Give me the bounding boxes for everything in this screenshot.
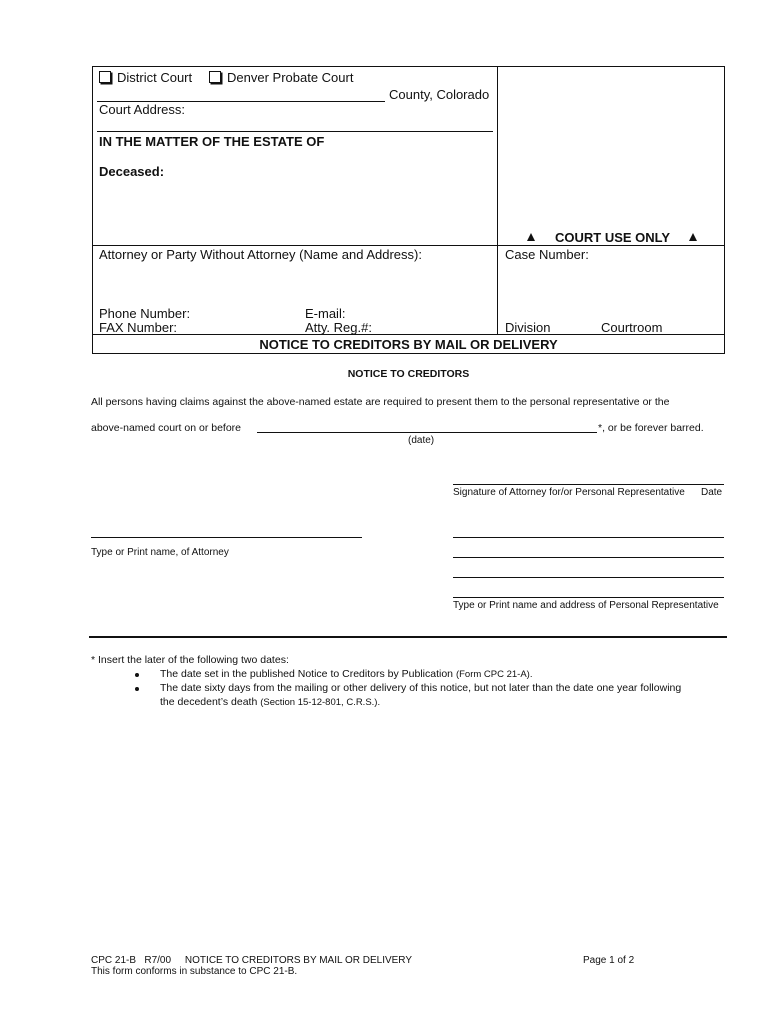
section-divider — [89, 636, 727, 638]
note-item-2-ref: (Section 15-12-801, C.R.S.). — [260, 697, 381, 708]
rep-address-line-3[interactable] — [453, 577, 724, 578]
bullet-icon — [135, 673, 139, 677]
attorney-name-label: Type or Print name, of Attorney — [91, 547, 229, 558]
notice-paragraph-line2-end: *, or be forever barred. — [598, 422, 704, 434]
rep-name-label: Type or Print name and address of Personal Representative — [453, 600, 719, 611]
caption-divider-middle — [92, 245, 725, 246]
signature-label: Signature of Attorney for/or Personal Representative — [453, 487, 685, 498]
signature-date-label: Date — [701, 487, 723, 498]
district-court-option[interactable] — [99, 70, 192, 85]
denver-probate-label: Denver Probate Court — [227, 70, 354, 85]
matter-top-line — [97, 131, 493, 132]
court-use-only-label: COURT USE ONLY — [555, 230, 671, 245]
footer-conform-note: This form conforms in substance to CPC 21-B. — [91, 966, 298, 977]
matter-heading: IN THE MATTER OF THE ESTATE OF — [99, 134, 325, 149]
rep-address-line-4[interactable] — [453, 597, 724, 598]
footer-page-number: Page 1 of 2 — [583, 955, 635, 966]
case-number-label: Case Number: — [505, 247, 589, 262]
fax-label: FAX Number: — [99, 320, 178, 335]
caption-divider-vertical — [497, 66, 498, 334]
note-item-2-text: the decedent’s death — [160, 696, 258, 708]
caption-border-bottom — [92, 353, 725, 354]
signature-line[interactable] — [453, 484, 724, 485]
form-title: NOTICE TO CREDITORS BY MAIL OR DELIVERY — [259, 337, 558, 352]
date-label: (date) — [408, 435, 435, 446]
note-item-2-line1: The date sixty days from the mailing or other delivery of this notice, but not later than the date one year following — [160, 682, 682, 694]
notice-paragraph-line1: All persons having claims against the above-named estate are required to present them to the personal representative or the — [91, 396, 670, 408]
note-item-2-line2 — [160, 696, 380, 709]
deceased-label: Deceased: — [99, 164, 165, 179]
note-item-1-text: The date set in the published Notice to Creditors by Publication — [160, 668, 454, 680]
division-label: Division — [505, 320, 551, 335]
denver-probate-checkbox[interactable] — [209, 71, 221, 83]
notice-heading: NOTICE TO CREDITORS — [347, 368, 470, 380]
court-address-label: Court Address: — [99, 102, 185, 117]
rep-address-line-1[interactable] — [453, 537, 724, 538]
note-intro: * Insert the later of the following two dates: — [91, 654, 289, 666]
note-item-1 — [160, 668, 532, 681]
footer-form-code: CPC 21-B R7/00 NOTICE TO CREDITORS BY MAIL OR DELIVERY — [91, 955, 413, 966]
phone-label: Phone Number: — [99, 306, 191, 321]
rep-address-line-2[interactable] — [453, 557, 724, 558]
arrow-up-icon — [527, 233, 535, 241]
district-court-label: District Court — [117, 70, 193, 85]
district-court-checkbox[interactable] — [99, 71, 111, 83]
note-item-1-ref: (Form CPC 21-A). — [455, 669, 533, 680]
email-label: E-mail: — [305, 306, 346, 321]
arrow-up-icon — [689, 233, 697, 241]
caption-border-left — [92, 66, 93, 354]
caption-border-top — [92, 66, 725, 67]
denver-probate-court-option[interactable] — [209, 70, 353, 85]
courtroom-label: Courtroom — [601, 320, 663, 335]
notice-paragraph-line2-start: above-named court on or before — [91, 422, 242, 434]
county-label: County, Colorado — [389, 87, 490, 102]
bullet-icon — [135, 687, 139, 691]
caption-border-right — [724, 66, 725, 354]
attorney-label: Attorney or Party Without Attorney (Name and Address): — [99, 247, 422, 262]
claim-date-field[interactable] — [257, 432, 597, 433]
attorney-name-line[interactable] — [91, 537, 362, 538]
atty-reg-label: Atty. Reg.#: — [305, 320, 372, 335]
